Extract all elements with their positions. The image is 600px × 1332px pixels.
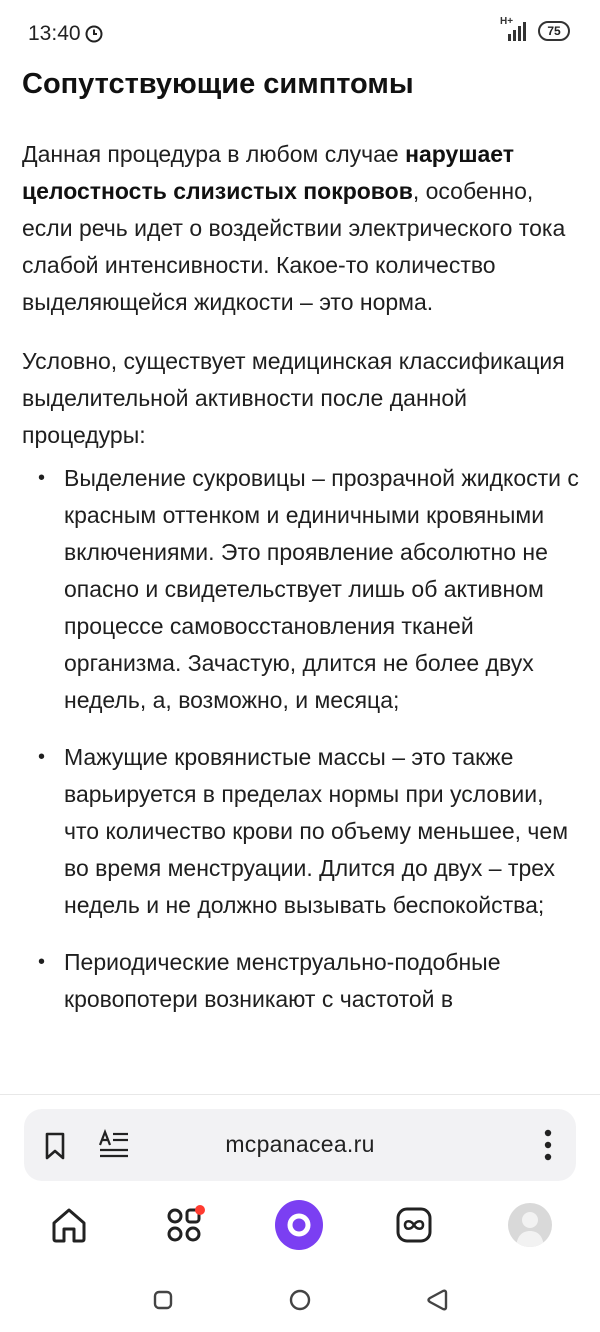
status-icons (500, 16, 570, 42)
browser-nav-bar (0, 1195, 600, 1255)
article-paragraph-2: Условно, существует медицинская классификация выделительной активности после данной процедуры: (22, 348, 565, 448)
recents-button[interactable] (150, 1287, 176, 1313)
list-item: • Мажущие кровянистые массы – это также варьируется в пределах нормы при условии, что количество крови по объему меньшее, чем во время менструации. Длится до двух – трех недель и не должно вызывать беспокойства; (22, 739, 582, 924)
back-triangle-icon (426, 1288, 448, 1312)
home-icon (49, 1205, 89, 1245)
back-button[interactable] (424, 1287, 450, 1313)
battery-icon (538, 21, 570, 41)
paragraph-1-end: , особенно, если речь идет о воздействии электрического тока слабой интенсивности. Какое-то количество выделяющейся жидкости – это норма. (22, 178, 566, 315)
alarm-clock-icon (85, 25, 103, 43)
home-button[interactable] (45, 1201, 93, 1249)
list-item: • Выделение сукровицы – прозрачной жидкости с красным оттенком и единичными кровяными включениями. Это проявление абсолютно не опасно и свидетельствует лишь об активном процессе самовосстановления тканей организма. Зачастую, длится не более двух недель, а, возможно, и месяца; (22, 460, 582, 719)
apps-icon (164, 1204, 206, 1246)
url-text[interactable]: mcpanacea.ru (225, 1131, 375, 1157)
paragraph-1-start: Данная процедура в любом случае (22, 141, 406, 167)
circle-icon (288, 1288, 312, 1312)
signal-icon (500, 16, 528, 42)
article-paragraph-1 (22, 136, 582, 321)
list-item: • Периодические менструально-подобные кровопотери возникают с частотой в (22, 944, 582, 1018)
apps-button[interactable] (161, 1201, 209, 1249)
profile-button[interactable] (506, 1201, 554, 1249)
square-icon (153, 1290, 173, 1310)
system-nav-bar (0, 1275, 600, 1323)
article-heading: Сопутствующие симптомы (22, 68, 414, 100)
status-time-text: 13:40 (28, 22, 81, 45)
alice-icon (275, 1200, 323, 1250)
article (22, 62, 582, 1038)
symptoms-list (22, 460, 582, 1018)
status-bar (0, 0, 600, 64)
alice-button[interactable] (275, 1201, 323, 1249)
more-vertical-icon[interactable] (544, 1129, 552, 1161)
battery-level: 75 (547, 24, 561, 38)
tabs-button[interactable] (390, 1201, 438, 1249)
paragraph-1-bold: нарушает целостность слизистых покровов (22, 141, 515, 204)
address-bar[interactable] (24, 1109, 576, 1181)
avatar (508, 1203, 552, 1247)
tabs-icon (394, 1205, 434, 1245)
status-time (28, 22, 103, 46)
network-type: H+ (500, 16, 514, 27)
home-system-button[interactable] (287, 1287, 313, 1313)
browser-bottom-panel (0, 1094, 600, 1332)
